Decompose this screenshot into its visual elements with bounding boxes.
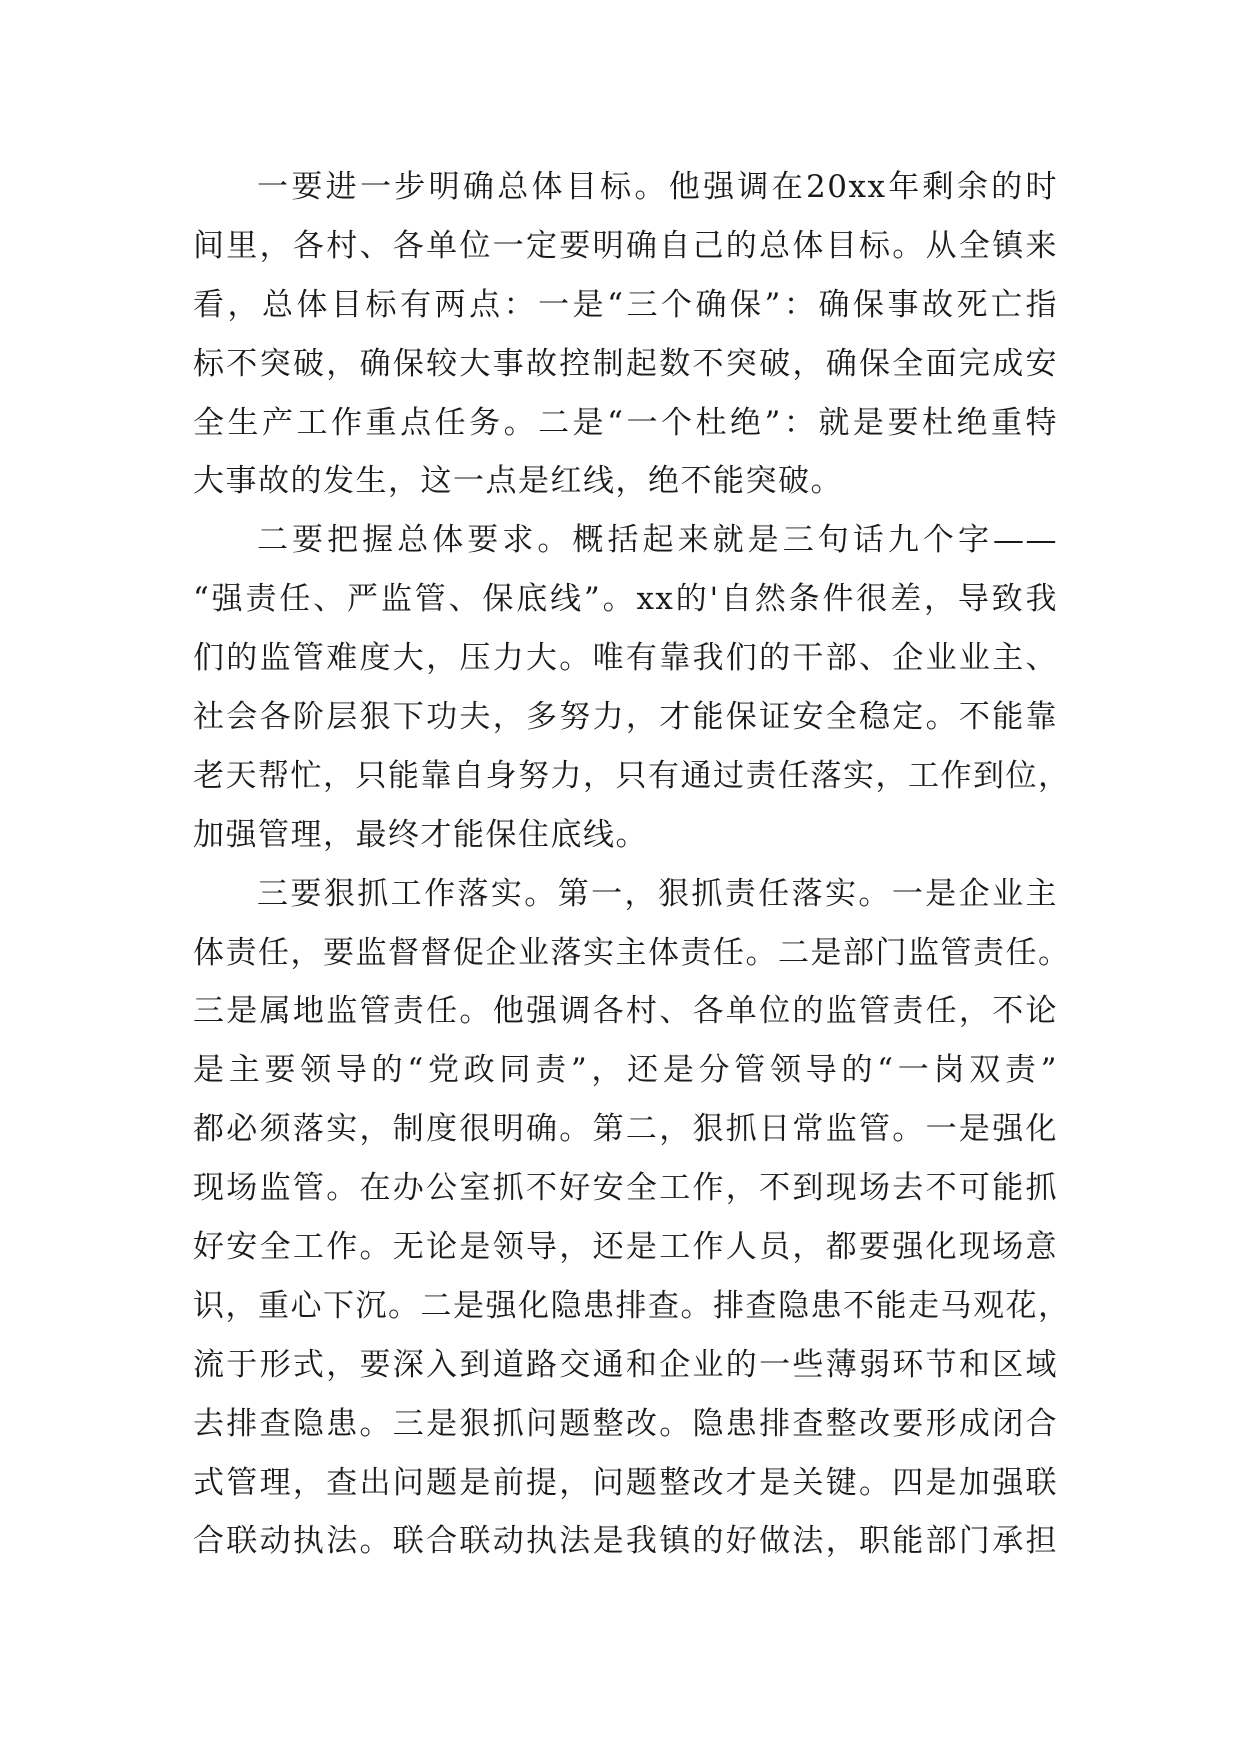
paragraph-3-line-6: 现场监管。在办公室抓不好安全工作，不到现场去不可能抓 (193, 1170, 1058, 1207)
paragraph-3-line-8: 识，重心下沉。二是强化隐患排查。排查隐患不能走马观花， (193, 1287, 1071, 1324)
paragraph-3-line-12: 合联动执法。联合联动执法是我镇的好做法，职能部门承担 (193, 1523, 1058, 1560)
paragraph-1-line-5: 全生产工作重点任务。二是“一个杜绝”：就是要杜绝重特 (193, 404, 1058, 441)
paragraph-3-line-2: 体责任，要监督督促企业落实主体责任。二是部门监管责任。 (193, 934, 1071, 971)
paragraph-2-line-4: 社会各阶层狠下功夫，多努力，才能保证安全稳定。不能靠 (193, 699, 1058, 736)
paragraph-3-line-10: 去排查隐患。三是狠抓问题整改。隐患排查整改要形成闭合 (193, 1405, 1058, 1442)
paragraph-2-line-5: 老天帮忙，只能靠自身努力，只有通过责任落实，工作到位， (193, 757, 1071, 794)
paragraph-3-line-11: 式管理，查出问题是前提，问题整改才是关键。四是加强联 (193, 1464, 1058, 1501)
paragraph-2-line-1: 二要把握总体要求。概括起来就是三句话九个字—— (257, 522, 1058, 559)
paragraph-2-line-6: 加强管理，最终才能保住底线。 (193, 816, 648, 853)
paragraph-3-line-4: 是主要领导的“党政同责”，还是分管领导的“一岗双责” (193, 1052, 1058, 1089)
paragraph-3-line-5: 都必须落实，制度很明确。第二，狠抓日常监管。一是强化 (193, 1111, 1058, 1148)
paragraph-1-line-6: 大事故的发生，这一点是红线，绝不能突破。 (193, 463, 843, 500)
paragraph-3-line-7: 好安全工作。无论是领导，还是工作人员，都要强化现场意 (193, 1229, 1058, 1266)
paragraph-3-line-9: 流于形式，要深入到道路交通和企业的一些薄弱环节和区域 (193, 1346, 1058, 1383)
paragraph-2-line-2: “强责任、严监管、保底线”。xx的'自然条件很差，导致我 (193, 581, 1058, 618)
paragraph-1-line-1: 一要进一步明确总体目标。他强调在20xx年剩余的时 (257, 169, 1058, 205)
paragraph-1-line-4: 标不突破，确保较大事故控制起数不突破，确保全面完成安 (193, 345, 1058, 382)
paragraph-2-line-3: 们的监管难度大，压力大。唯有靠我们的干部、企业业主、 (193, 640, 1058, 677)
paragraph-3-line-3: 三是属地监管责任。他强调各村、各单位的监管责任，不论 (193, 993, 1058, 1030)
paragraph-3-line-1: 三要狠抓工作落实。第一，狠抓责任落实。一是企业主 (257, 875, 1058, 912)
paragraph-1-line-3: 看，总体目标有两点：一是“三个确保”：确保事故死亡指 (193, 286, 1058, 323)
paragraph-1-line-2: 间里，各村、各单位一定要明确自己的总体目标。从全镇来 (193, 227, 1058, 264)
body-text (193, 158, 1071, 1571)
